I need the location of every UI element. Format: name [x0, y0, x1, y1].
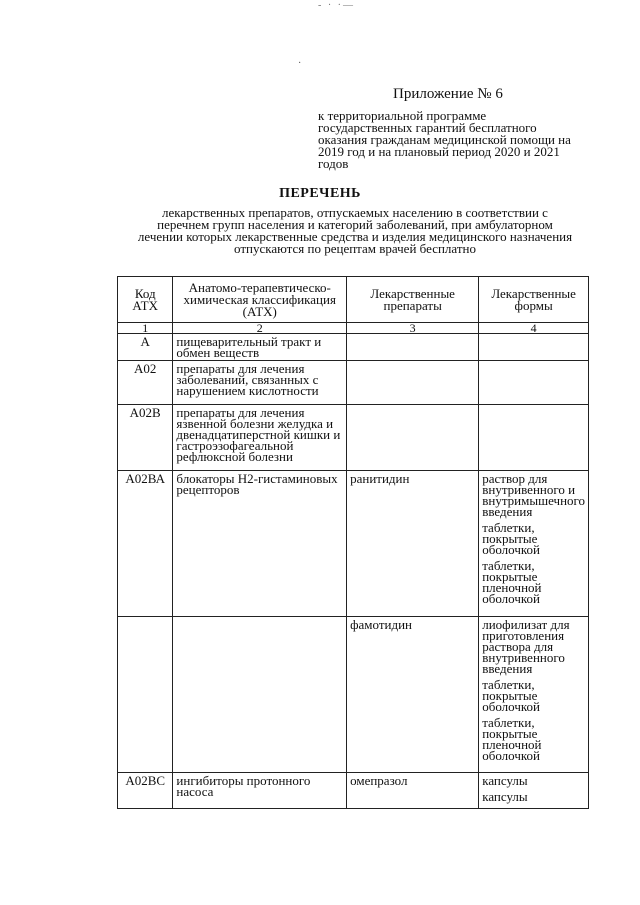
- header-forms: Лекарственные формы: [479, 277, 589, 323]
- row-drug: ранитидин: [347, 471, 479, 617]
- column-number: 1: [118, 323, 173, 334]
- table-row: [118, 773, 589, 809]
- appendix-subtitle: к территориальной программе государственных гарантий бесплатного оказания гражданам медицинской помощи на 2019 год и на плановый период 2020 и 2021 годов: [318, 108, 571, 171]
- row-drug: [347, 361, 479, 405]
- row-forms: [479, 334, 589, 361]
- form-item: таблетки, покрытые оболочкой: [482, 677, 540, 714]
- row-classification: [173, 617, 347, 773]
- appendix-title: Приложение № 6: [393, 86, 503, 102]
- table-header-row: [118, 277, 589, 323]
- row-forms: [479, 361, 589, 405]
- column-number-row: [118, 323, 589, 334]
- header-classification: Анатомо-терапевтическо-химическая классификация (АТХ): [173, 277, 347, 323]
- row-code: А02В: [118, 405, 173, 471]
- form-item: капсулы: [482, 773, 528, 788]
- document-title: ПЕРЕЧЕНЬ: [279, 186, 361, 201]
- row-code: [118, 617, 173, 773]
- row-code: А02ВС: [118, 773, 173, 809]
- table-row: [118, 334, 589, 361]
- row-classification: пищеварительный тракт и обмен веществ: [173, 334, 347, 361]
- row-code: А02ВА: [118, 471, 173, 617]
- column-number: 3: [347, 323, 479, 334]
- document-subtitle: лекарственных препаратов, отпускаемых населению в соответствии с перечнем групп населения и категорий заболеваний, при амбулаторном лечении которых лекарственные средства и изделия медицинского назначения отпускаются по рецептам врачей бесплатно: [137, 205, 573, 256]
- form-item: таблетки, покрытые пленочной оболочкой: [482, 558, 542, 606]
- table-row: [118, 405, 589, 471]
- row-drug: фамотидин: [347, 617, 479, 773]
- form-item: таблетки, покрытые пленочной оболочкой: [482, 715, 542, 763]
- header-code: Код АТХ: [118, 277, 173, 323]
- header-drugs: Лекарственные препараты: [347, 277, 479, 323]
- row-drug: [347, 405, 479, 471]
- column-number: 4: [479, 323, 589, 334]
- table-row: [118, 617, 589, 773]
- row-drug: [347, 334, 479, 361]
- medications-table: [117, 276, 589, 809]
- row-classification: ингибиторы протонного насоса: [173, 773, 347, 809]
- row-classification: препараты для лечения язвенной болезни желудка и двенадцатиперстной кишки и гастроэзофагеальной рефлюксной болезни: [173, 405, 347, 471]
- table-row: [118, 471, 589, 617]
- row-code: А: [118, 334, 173, 361]
- column-number: 2: [173, 323, 347, 334]
- form-item: лиофилизат для приготовления раствора для внутривенного введения: [482, 617, 570, 676]
- row-drug: омепразол: [347, 773, 479, 809]
- form-item: капсулы: [482, 789, 528, 804]
- form-item: раствор для внутривенного и внутримышечного введения: [482, 471, 586, 519]
- row-classification: препараты для лечения заболеваний, связанных с нарушением кислотности: [173, 361, 347, 405]
- row-forms: [479, 471, 589, 617]
- form-item: таблетки, покрытые оболочкой: [482, 520, 540, 557]
- row-forms: [479, 773, 589, 809]
- row-code: А02: [118, 361, 173, 405]
- scan-dot: ·: [298, 58, 302, 69]
- row-classification: блокаторы Н2-гистаминовых рецепторов: [173, 471, 347, 617]
- row-forms: [479, 617, 589, 773]
- row-forms: [479, 405, 589, 471]
- scan-marks: - · ·—: [318, 0, 355, 11]
- table-row: [118, 361, 589, 405]
